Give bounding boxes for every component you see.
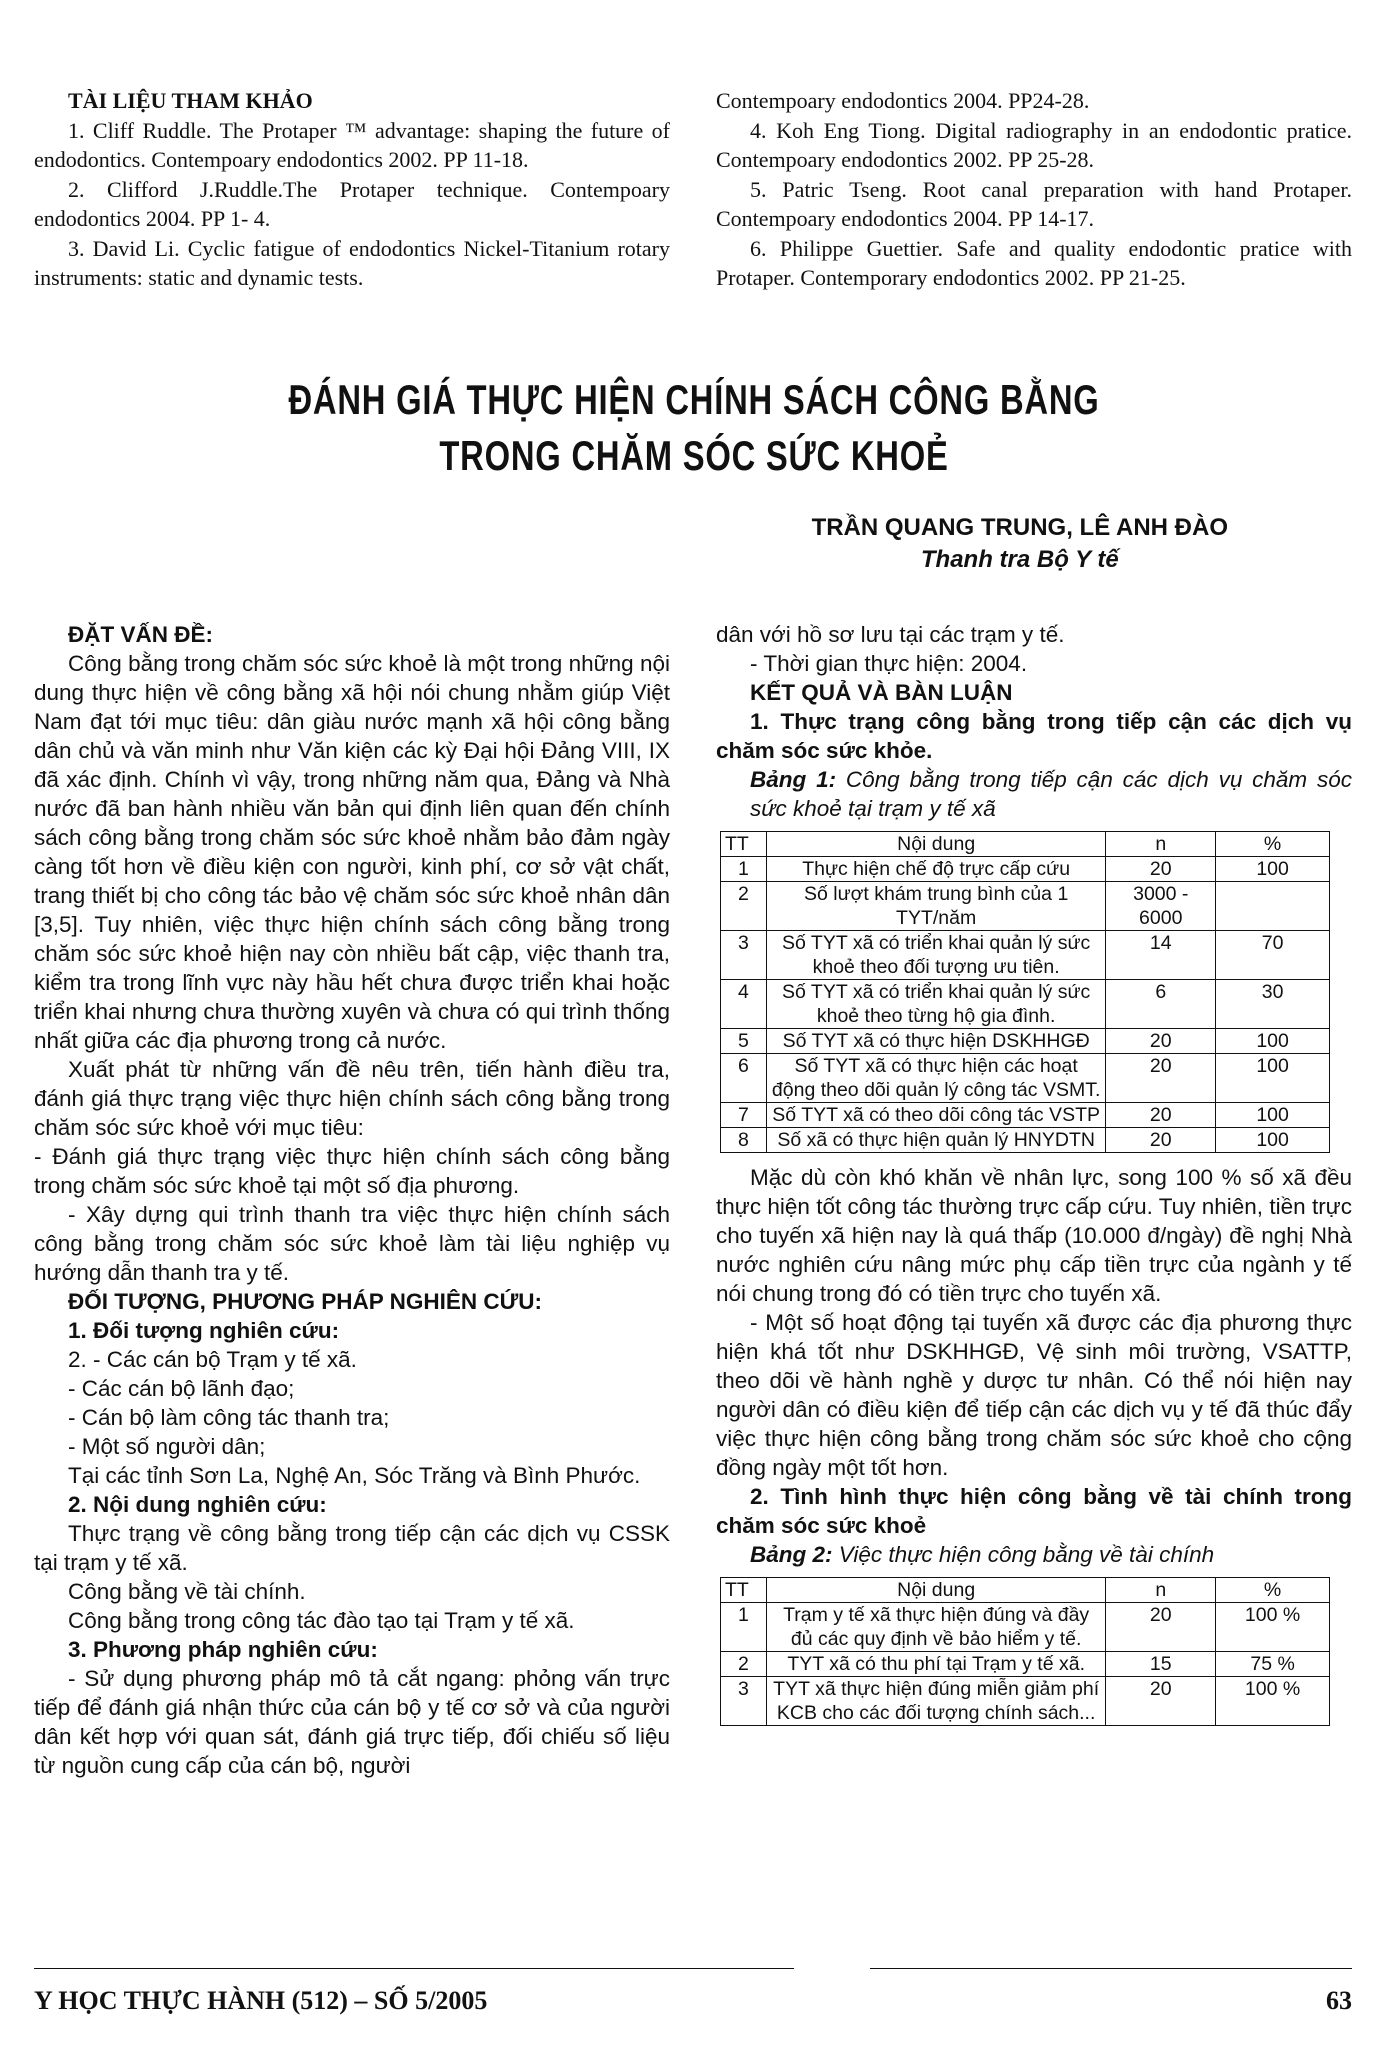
- table-row: [721, 931, 1330, 980]
- table-row: [721, 1652, 1330, 1677]
- table-cell: 14: [1106, 931, 1216, 980]
- journal-name: Y HỌC THỰC HÀNH (512) – SỐ 5/2005: [34, 1986, 488, 2015]
- table-cell: 20: [1106, 1128, 1216, 1153]
- table-row: [721, 882, 1330, 931]
- table-cell: 8: [721, 1128, 767, 1153]
- table-header-cell: TT: [721, 832, 767, 857]
- subheading-results-2: 2. Tình hình thực hiện công bằng về tài chính trong chăm sóc sức khoẻ: [716, 1484, 1352, 1538]
- table-cell: Số TYT xã có triển khai quản lý sức khoẻ theo từng hộ gia đình.: [766, 980, 1105, 1029]
- reference-item: 3. David Li. Cyclic fatigue of endodontics Nickel-Titanium rotary instruments: static and dynamic tests.: [34, 235, 670, 290]
- table-cell: 100: [1216, 857, 1330, 882]
- table-cell: 100: [1216, 1029, 1330, 1054]
- table-cell: 20: [1106, 1103, 1216, 1128]
- table-cell: 20: [1106, 1054, 1216, 1103]
- subheading-content: 2. Nội dung nghiên cứu:: [68, 1492, 327, 1517]
- table-row: [721, 1029, 1330, 1054]
- table-2-label: Bảng 2:: [750, 1542, 833, 1567]
- table-1-label: Bảng 1:: [750, 767, 837, 792]
- objective-item: - Đánh giá thực trạng việc thực hiện chính sách công bằng trong chăm sóc sức khoẻ tại một số địa phương.: [34, 1144, 670, 1198]
- paragraph: - Một số hoạt động tại tuyến xã được các địa phương thực hiện khá tốt như DSKHHGĐ, Vệ sinh môi trường, VSATTP, theo dõi về hành nghề y dược tư nhân. Có thể nói hiện nay người dân có điều kiện để tiếp cận các dịch vụ y tế đã thúc đẩy việc thực hiện công bằng trong chăm sóc sức khoẻ cho cộng đồng ngày một tốt hơn.: [716, 1310, 1352, 1480]
- table-1-caption-text: Công bằng trong tiếp cận các dịch vụ chăm sóc sức khoẻ tại trạm y tế xã: [750, 767, 1352, 821]
- paragraph: Công bằng trong công tác đào tạo tại Trạm y tế xã.: [68, 1608, 575, 1633]
- section-heading-methods: ĐỐI TƯỢNG, PHƯƠNG PHÁP NGHIÊN CỨU:: [68, 1289, 542, 1314]
- paragraph: Tại các tỉnh Sơn La, Nghệ An, Sóc Trăng và Bình Phước.: [68, 1463, 641, 1488]
- table-cell: TYT xã thực hiện đúng miễn giảm phí KCB cho các đối tượng chính sách...: [766, 1677, 1105, 1726]
- reference-continuation: Contempoary endodontics 2004. PP24-28.: [716, 88, 1090, 113]
- table-header-cell: Nội dung: [766, 1578, 1105, 1603]
- references-right-column: [716, 86, 1352, 293]
- reference-item: 4. Koh Eng Tiong. Digital radiography in an endodontic pratice. Contempoary endodontics 2002. PP 25-28.: [716, 117, 1352, 172]
- article-affiliation: Thanh tra Bộ Y tế: [920, 546, 1119, 573]
- paragraph: - Thời gian thực hiện: 2004.: [750, 651, 1028, 676]
- table-header-cell: %: [1216, 1578, 1330, 1603]
- table-cell: 3000 - 6000: [1106, 882, 1216, 931]
- table-2-caption: [716, 1540, 1352, 1569]
- paragraph: Công bằng trong chăm sóc sức khoẻ là một trong những nội dung thực hiện về công bằng xã hội nói chung nhằm giúp Việt Nam đạt tới mục tiêu: dân giàu nước mạnh xã hội công bằng dân chủ và văn minh như Văn kiện các kỳ Đại hội Đảng VIII, IX đã xác định. Chính vì vậy, trong những năm qua, Đảng và Nhà nước đã ban hành nhiều văn bản qui định liên quan đến chính sách công bằng trong chăm sóc sức khoẻ nhằm bảo đảm ngày càng tốt hơn về điều kiện con người, kinh phí, cơ sở vật chất, trang thiết bị cho công tác bảo vệ chăm sóc sức khoẻ nhân dân [3,5]. Tuy nhiên, việc thực hiện chính sách công bằng trong chăm sóc sức khoẻ hiện nay còn nhiều bất cập, việc thanh tra, kiểm tra trong lĩnh vực này hầu hết chưa được triển khai hoặc triển khai nhưng chưa thường xuyên và chưa có qui trình thống nhất giữa các địa phương trong cả nước.: [34, 651, 670, 1053]
- list-item: 2. - Các cán bộ Trạm y tế xã.: [68, 1347, 357, 1372]
- paragraph: Xuất phát từ những vấn đề nêu trên, tiến hành điều tra, đánh giá thực trạng việc thực hiện chính sách công bằng trong chăm sóc sức khoẻ với mục tiêu:: [34, 1057, 670, 1140]
- table-header-row: [721, 1578, 1330, 1603]
- reference-item: 6. Philippe Guettier. Safe and quality endodontic pratice with Protaper. Contemporary endodontics 2002. PP 21-25.: [716, 235, 1352, 290]
- paragraph: - Sử dụng phương pháp mô tả cắt ngang: phỏng vấn trực tiếp để đánh giá nhận thức của cán bộ y tế cơ sở và của người dân kết hợp với quan sát, đánh giá trực tiếp, đối chiếu số liệu từ nguồn cung cấp của cán bộ, người: [34, 1666, 670, 1778]
- article-title: [153, 372, 1236, 484]
- table-row: [721, 1054, 1330, 1103]
- table-row: [721, 857, 1330, 882]
- table-1: [720, 831, 1330, 1153]
- reference-item: 2. Clifford J.Ruddle.The Protaper technique. Contempoary endodontics 2004. PP 1- 4.: [34, 176, 670, 231]
- table-cell: Số xã có thực hiện quản lý HNYDTN: [766, 1128, 1105, 1153]
- body-left-column: [34, 620, 670, 1780]
- table-header-cell: Nội dung: [766, 832, 1105, 857]
- article-title-line-2: TRONG CHĂM SÓC SỨC KHOẺ: [439, 432, 949, 479]
- paragraph: Thực trạng về công bằng trong tiếp cận các dịch vụ CSSK tại trạm y tế xã.: [34, 1521, 670, 1575]
- table-cell: 100 %: [1216, 1603, 1330, 1652]
- table-cell: 20: [1106, 1603, 1216, 1652]
- table-cell: 100 %: [1216, 1677, 1330, 1726]
- table-cell: 2: [721, 1652, 767, 1677]
- references-heading: TÀI LIỆU THAM KHẢO: [68, 88, 313, 113]
- table-cell: 2: [721, 882, 767, 931]
- table-cell: 3: [721, 1677, 767, 1726]
- table-cell: 6: [721, 1054, 767, 1103]
- table-row: [721, 1128, 1330, 1153]
- list-item: - Cán bộ làm công tác thanh tra;: [68, 1405, 390, 1430]
- table-cell: Số TYT xã có thực hiện DSKHHGĐ: [766, 1029, 1105, 1054]
- section-heading-results: KẾT QUẢ VÀ BÀN LUẬN: [750, 680, 1013, 705]
- article-authors: TRẦN QUANG TRUNG, LÊ ANH ĐÀO: [811, 514, 1228, 541]
- table-cell: 1: [721, 1603, 767, 1652]
- table-cell: 20: [1106, 1029, 1216, 1054]
- table-cell: Số lượt khám trung bình của 1 TYT/năm: [766, 882, 1105, 931]
- table-2-caption-text: Việc thực hiện công bằng về tài chính: [832, 1542, 1215, 1567]
- table-row: [721, 1677, 1330, 1726]
- table-row: [721, 1603, 1330, 1652]
- table-cell: 20: [1106, 857, 1216, 882]
- subheading-method: 3. Phương pháp nghiên cứu:: [68, 1637, 378, 1662]
- paragraph: dân với hồ sơ lưu tại các trạm y tế.: [716, 622, 1065, 647]
- table-cell: 75 %: [1216, 1652, 1330, 1677]
- list-item: - Một số người dân;: [68, 1434, 266, 1459]
- footer-rule: [34, 1968, 794, 1969]
- table-row: [721, 1103, 1330, 1128]
- table-cell: 4: [721, 980, 767, 1029]
- section-heading-introduction: ĐẶT VẤN ĐỀ:: [68, 622, 213, 647]
- table-cell: 20: [1106, 1677, 1216, 1726]
- table-cell: 5: [721, 1029, 767, 1054]
- article-title-line-1: ĐÁNH GIÁ THỰC HIỆN CHÍNH SÁCH CÔNG BẰNG: [288, 376, 1100, 423]
- subheading-results-1: 1. Thực trạng công bằng trong tiếp cận các dịch vụ chăm sóc sức khỏe.: [716, 709, 1352, 763]
- table-cell: 70: [1216, 931, 1330, 980]
- article-body: [34, 620, 1352, 1780]
- table-cell: 30: [1216, 980, 1330, 1029]
- footer-rule: [870, 1968, 1352, 1969]
- reference-item: 5. Patric Tseng. Root canal preparation with hand Protaper. Contempoary endodontics 2004. PP 14-17.: [716, 176, 1352, 231]
- table-header-cell: n: [1106, 832, 1216, 857]
- table-cell: 1: [721, 857, 767, 882]
- table-cell: Số TYT xã có thực hiện các hoạt động theo dõi quản lý công tác VSMT.: [766, 1054, 1105, 1103]
- table-row: [721, 980, 1330, 1029]
- table-cell: Trạm y tế xã thực hiện đúng và đầy đủ các quy định về bảo hiểm y tế.: [766, 1603, 1105, 1652]
- table-cell: [1216, 882, 1330, 931]
- table-cell: Thực hiện chế độ trực cấp cứu: [766, 857, 1105, 882]
- page-footer: [34, 1986, 1352, 2016]
- table-header-row: [721, 832, 1330, 857]
- objective-item: - Xây dựng qui trình thanh tra việc thực hiện chính sách công bằng trong chăm sóc sức khoẻ làm tài liệu nghiệp vụ hướng dẫn thanh tra y tế.: [34, 1202, 670, 1285]
- table-header-cell: %: [1216, 832, 1330, 857]
- table-cell: Số TYT xã có triển khai quản lý sức khoẻ theo đối tượng ưu tiên.: [766, 931, 1105, 980]
- table-header-cell: n: [1106, 1578, 1216, 1603]
- table-cell: 7: [721, 1103, 767, 1128]
- reference-item: 1. Cliff Ruddle. The Protaper ™ advantage: shaping the future of endodontics. Contempoary endodontics 2002. PP 11-18.: [34, 117, 670, 172]
- article-authors-block: [812, 512, 1228, 576]
- references-section: [34, 86, 1352, 293]
- paragraph: Công bằng về tài chính.: [68, 1579, 306, 1604]
- page-number: 63: [1326, 1986, 1352, 2015]
- table-1-caption: [716, 765, 1352, 823]
- table-cell: 15: [1106, 1652, 1216, 1677]
- table-cell: Số TYT xã có theo dõi công tác VSTP: [766, 1103, 1105, 1128]
- body-right-column: [716, 620, 1352, 1780]
- paragraph: Mặc dù còn khó khăn về nhân lực, song 100 % số xã đều thực hiện tốt công tác thường trực cấp cứu. Tuy nhiên, tiền trực cho tuyến xã hiện nay là quá thấp (10.000 đ/ngày) đề nghị Nhà nước nghiên cứu nâng mức phụ cấp tiền trực của ngành y tế nói chung trong đó có tiền trực cho tuyến xã.: [716, 1165, 1352, 1306]
- table-cell: 100: [1216, 1128, 1330, 1153]
- table-2: [720, 1577, 1330, 1726]
- table-cell: TYT xã có thu phí tại Trạm y tế xã.: [766, 1652, 1105, 1677]
- list-item: - Các cán bộ lãnh đạo;: [68, 1376, 295, 1401]
- table-cell: 100: [1216, 1054, 1330, 1103]
- table-cell: 100: [1216, 1103, 1330, 1128]
- table-cell: 6: [1106, 980, 1216, 1029]
- subheading-subjects: 1. Đối tượng nghiên cứu:: [68, 1318, 340, 1343]
- table-cell: 3: [721, 931, 767, 980]
- references-left-column: [34, 86, 670, 293]
- table-header-cell: TT: [721, 1578, 767, 1603]
